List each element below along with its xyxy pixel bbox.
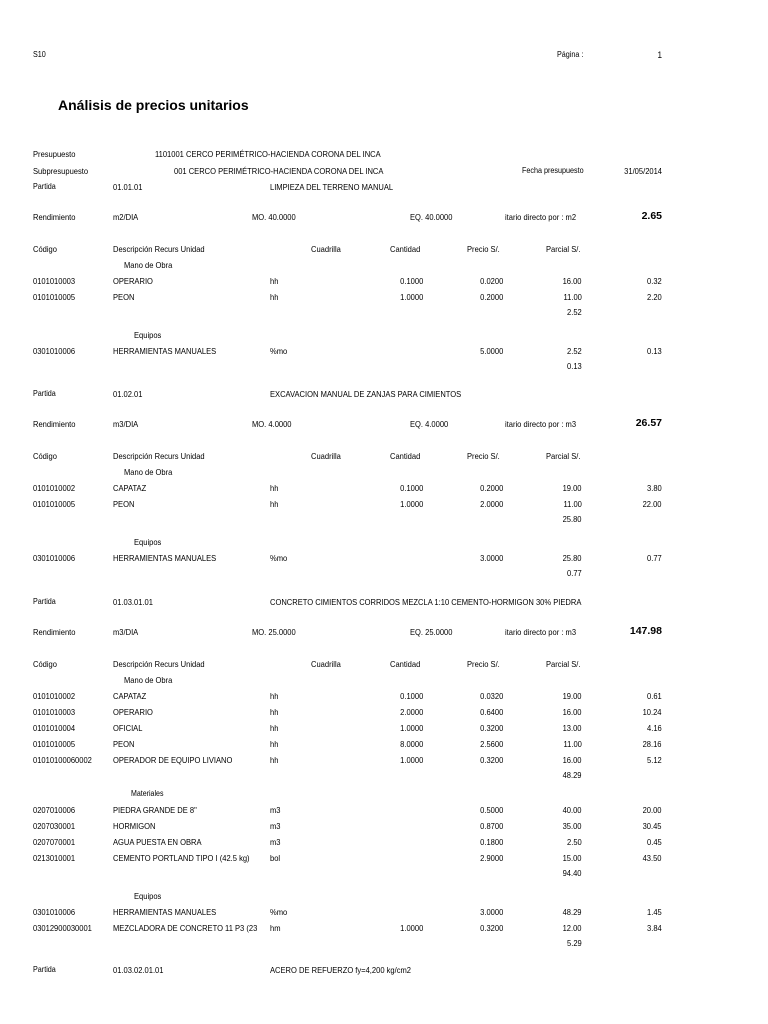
rendimiento-unit: m2/DIA <box>113 212 139 222</box>
mano-obra-row-precio: 11.00 <box>563 499 582 509</box>
mano-obra-row-desc: OPERARIO <box>113 276 153 286</box>
mano-obra-row-cantidad: 0.6400 <box>479 707 503 717</box>
rendimiento-label: Rendimiento <box>33 212 76 222</box>
col-precio: Precio S/. <box>467 659 500 669</box>
equipo-row-desc: MEZCLADORA DE CONCRETO 11 P3 (23 <box>113 923 258 933</box>
mano-obra-row-unit: hh <box>270 723 279 733</box>
mano-obra-row-desc: CAPATAZ <box>113 691 147 701</box>
mano-obra-row-precio: 13.00 <box>563 723 582 733</box>
material-row-precio: 40.00 <box>563 805 582 815</box>
costo-unitario: 2.65 <box>641 210 662 222</box>
mano-obra-row-code: 0101010002 <box>33 691 76 701</box>
mano-obra-row-unit: hh <box>270 707 279 717</box>
costo-unitario: 147.98 <box>629 625 662 637</box>
equipos-subtotal: 0.13 <box>567 361 582 371</box>
partida-name: CONCRETO CIMIENTOS CORRIDOS MEZCLA 1:10 CEMENTO-HORMIGON 30% PIEDRA <box>270 597 582 607</box>
mano-obra-row-cuadrilla: 0.1000 <box>399 691 423 701</box>
mano-obra-row-code: 0101010004 <box>33 723 76 733</box>
subpresupuesto-value: 001 CERCO PERIMÉTRICO-HACIENDA CORONA DEL INCA <box>174 166 384 176</box>
mano-obra-subtotal: 25.80 <box>563 514 582 524</box>
material-row-unit: m3 <box>270 821 281 831</box>
material-row-code: 0207070001 <box>33 837 76 847</box>
mano-obra-row-cantidad: 0.2000 <box>479 292 503 302</box>
equipo-row-precio: 12.00 <box>563 923 582 933</box>
mano-obra-row-cuadrilla: 0.1000 <box>399 483 423 493</box>
material-row-unit: m3 <box>270 837 281 847</box>
equipo-row-code: 0301010006 <box>33 346 76 356</box>
rendimiento-unit: m3/DIA <box>113 627 139 637</box>
col-descripcion: Descripción Recurs Unidad <box>113 451 205 461</box>
col-codigo: Código <box>33 451 57 461</box>
mano-obra-row-parcial: 2.20 <box>647 292 662 302</box>
page-number: 1 <box>657 50 662 60</box>
mano-obra-row-precio: 16.00 <box>563 276 582 286</box>
presupuesto-value: 1101001 CERCO PERIMÉTRICO-HACIENDA CORONA DEL INCA <box>155 149 381 159</box>
eq-value: EQ. 25.0000 <box>410 627 453 637</box>
mano-obra-row-code: 0101010005 <box>33 499 76 509</box>
col-parcial: Parcial S/. <box>546 659 581 669</box>
fecha-label: Fecha presupuesto <box>522 166 584 175</box>
mano-obra-row-parcial: 22.00 <box>643 499 662 509</box>
mano-obra-row-desc: PEON <box>113 499 135 509</box>
mano-obra-row-precio: 19.00 <box>563 483 582 493</box>
material-row-parcial: 43.50 <box>643 853 662 863</box>
mano-obra-row-parcial: 0.32 <box>647 276 662 286</box>
col-codigo: Código <box>33 244 57 254</box>
mo-value: MO. 40.0000 <box>252 212 296 222</box>
mano-obra-row-code: 0101010003 <box>33 707 76 717</box>
mano-obra-row-cantidad: 0.0200 <box>479 276 503 286</box>
col-cuadrilla: Cuadrilla <box>311 659 341 669</box>
col-precio: Precio S/. <box>467 451 500 461</box>
partida-code: 01.02.01 <box>113 389 143 399</box>
material-row-desc: HORMIGON <box>113 821 156 831</box>
material-row-cantidad: 0.5000 <box>479 805 503 815</box>
equipo-row-unit: %mo <box>270 346 288 356</box>
mano-obra-row-parcial: 3.80 <box>647 483 662 493</box>
equipo-row-cantidad: 5.0000 <box>479 346 503 356</box>
mano-obra-subtotal: 48.29 <box>563 770 582 780</box>
equipos-subtotal: 0.77 <box>567 568 582 578</box>
equipo-row-parcial: 0.77 <box>647 553 662 563</box>
partida-name: ACERO DE REFUERZO fy=4,200 kg/cm2 <box>270 965 412 975</box>
mano-obra-row-cantidad: 2.5600 <box>479 739 503 749</box>
equipos-heading: Equipos <box>134 891 162 901</box>
mo-value: MO. 25.0000 <box>252 627 296 637</box>
mano-obra-heading: Mano de Obra <box>124 467 173 477</box>
mano-obra-row-cantidad: 2.0000 <box>479 499 503 509</box>
material-row-desc: AGUA PUESTA EN OBRA <box>113 837 202 847</box>
mano-obra-row-unit: hh <box>270 499 279 509</box>
equipo-row-cantidad: 3.0000 <box>479 553 503 563</box>
partida-code: 01.01.01 <box>113 182 143 192</box>
partida-label: Partida <box>33 389 56 398</box>
mano-obra-subtotal: 2.52 <box>567 307 582 317</box>
mano-obra-heading: Mano de Obra <box>124 675 173 685</box>
material-row-cantidad: 0.8700 <box>479 821 503 831</box>
mano-obra-row-cuadrilla: 1.0000 <box>399 499 423 509</box>
costo-label: itario directo por : m3 <box>505 419 577 429</box>
eq-value: EQ. 4.0000 <box>410 419 449 429</box>
mano-obra-row-unit: hh <box>270 292 279 302</box>
equipo-row-code: 0301010006 <box>33 907 76 917</box>
material-row-unit: m3 <box>270 805 281 815</box>
partida-code: 01.03.01.01 <box>113 597 153 607</box>
mano-obra-row-code: 0101010002 <box>33 483 76 493</box>
mano-obra-row-desc: OPERADOR DE EQUIPO LIVIANO <box>113 755 233 765</box>
mano-obra-row-cantidad: 0.2000 <box>479 483 503 493</box>
col-cuadrilla: Cuadrilla <box>311 451 341 461</box>
mano-obra-row-cuadrilla: 8.0000 <box>399 739 423 749</box>
equipo-row-code: 0301010006 <box>33 553 76 563</box>
material-row-code: 0207010006 <box>33 805 76 815</box>
col-cantidad: Cantidad <box>390 244 421 254</box>
mano-obra-row-precio: 16.00 <box>563 755 582 765</box>
mano-obra-row-cantidad: 0.0320 <box>479 691 503 701</box>
mano-obra-row-code: 0101010003 <box>33 276 76 286</box>
col-descripcion: Descripción Recurs Unidad <box>113 244 205 254</box>
materiales-heading: Materiales <box>131 789 164 798</box>
equipo-row-precio: 25.80 <box>563 553 582 563</box>
materiales-subtotal: 94.40 <box>563 868 582 878</box>
fecha-value: 31/05/2014 <box>624 166 662 176</box>
equipo-row-cuadrilla: 1.0000 <box>399 923 423 933</box>
material-row-cantidad: 0.1800 <box>479 837 503 847</box>
equipo-row-unit: %mo <box>270 907 288 917</box>
col-parcial: Parcial S/. <box>546 244 581 254</box>
material-row-unit: bol <box>270 853 281 863</box>
mano-obra-row-precio: 19.00 <box>563 691 582 701</box>
material-row-precio: 2.50 <box>567 837 582 847</box>
costo-label: itario directo por : m3 <box>505 627 577 637</box>
material-row-code: 0207030001 <box>33 821 76 831</box>
mano-obra-row-desc: OFICIAL <box>113 723 143 733</box>
col-codigo: Código <box>33 659 57 669</box>
mano-obra-row-desc: PEON <box>113 292 135 302</box>
equipo-row-parcial: 0.13 <box>647 346 662 356</box>
material-row-precio: 15.00 <box>563 853 582 863</box>
mano-obra-row-code: 0101010005 <box>33 739 76 749</box>
mano-obra-row-unit: hh <box>270 483 279 493</box>
mano-obra-row-precio: 16.00 <box>563 707 582 717</box>
system-label: S10 <box>33 50 46 59</box>
subpresupuesto-label: Subpresupuesto <box>33 166 89 176</box>
mano-obra-row-cuadrilla: 1.0000 <box>399 292 423 302</box>
equipos-heading: Equipos <box>134 537 162 547</box>
equipo-row-cantidad: 3.0000 <box>479 907 503 917</box>
eq-value: EQ. 40.0000 <box>410 212 453 222</box>
page-title: Análisis de precios unitarios <box>58 97 249 113</box>
equipos-subtotal: 5.29 <box>567 938 582 948</box>
mano-obra-row-precio: 11.00 <box>563 739 582 749</box>
col-precio: Precio S/. <box>467 244 500 254</box>
partida-name: LIMPIEZA DEL TERRENO MANUAL <box>270 182 394 192</box>
equipo-row-unit: hm <box>270 923 281 933</box>
mano-obra-row-unit: hh <box>270 755 279 765</box>
col-cantidad: Cantidad <box>390 659 421 669</box>
material-row-cantidad: 2.9000 <box>479 853 503 863</box>
mano-obra-row-unit: hh <box>270 276 279 286</box>
costo-label: itario directo por : m2 <box>505 212 577 222</box>
rendimiento-label: Rendimiento <box>33 627 76 637</box>
partida-code: 01.03.02.01.01 <box>113 965 164 975</box>
costo-unitario: 26.57 <box>635 417 662 429</box>
mano-obra-row-code: 0101010005 <box>33 292 76 302</box>
mano-obra-row-parcial: 4.16 <box>647 723 662 733</box>
mano-obra-row-parcial: 10.24 <box>643 707 662 717</box>
mano-obra-row-desc: PEON <box>113 739 135 749</box>
partida-label: Partida <box>33 182 56 191</box>
material-row-desc: CEMENTO PORTLAND TIPO I (42.5 kg) <box>113 853 250 863</box>
equipo-row-desc: HERRAMIENTAS MANUALES <box>113 907 217 917</box>
page-label: Página : <box>557 50 584 59</box>
equipo-row-parcial: 3.84 <box>647 923 662 933</box>
equipo-row-unit: %mo <box>270 553 288 563</box>
rendimiento-unit: m3/DIA <box>113 419 139 429</box>
col-cantidad: Cantidad <box>390 451 421 461</box>
material-row-desc: PIEDRA GRANDE DE 8" <box>113 805 197 815</box>
equipo-row-parcial: 1.45 <box>647 907 662 917</box>
mano-obra-row-parcial: 0.61 <box>647 691 662 701</box>
equipo-row-desc: HERRAMIENTAS MANUALES <box>113 553 217 563</box>
mano-obra-row-precio: 11.00 <box>563 292 582 302</box>
mano-obra-row-parcial: 28.16 <box>643 739 662 749</box>
material-row-parcial: 30.45 <box>643 821 662 831</box>
mano-obra-row-cuadrilla: 1.0000 <box>399 723 423 733</box>
mano-obra-row-cuadrilla: 0.1000 <box>399 276 423 286</box>
equipo-row-code: 03012900030001 <box>33 923 92 933</box>
col-parcial: Parcial S/. <box>546 451 581 461</box>
col-cuadrilla: Cuadrilla <box>311 244 341 254</box>
mano-obra-row-cuadrilla: 2.0000 <box>399 707 423 717</box>
mo-value: MO. 4.0000 <box>252 419 292 429</box>
mano-obra-row-unit: hh <box>270 739 279 749</box>
mano-obra-row-cantidad: 0.3200 <box>479 723 503 733</box>
equipo-row-precio: 2.52 <box>567 346 582 356</box>
mano-obra-row-unit: hh <box>270 691 279 701</box>
partida-name: EXCAVACION MANUAL DE ZANJAS PARA CIMIENTOS <box>270 389 462 399</box>
material-row-parcial: 0.45 <box>647 837 662 847</box>
equipos-heading: Equipos <box>134 330 162 340</box>
mano-obra-row-parcial: 5.12 <box>647 755 662 765</box>
mano-obra-heading: Mano de Obra <box>124 260 173 270</box>
rendimiento-label: Rendimiento <box>33 419 76 429</box>
mano-obra-row-cantidad: 0.3200 <box>479 755 503 765</box>
presupuesto-label: Presupuesto <box>33 149 76 159</box>
equipo-row-desc: HERRAMIENTAS MANUALES <box>113 346 217 356</box>
partida-label: Partida <box>33 597 56 606</box>
mano-obra-row-desc: OPERARIO <box>113 707 153 717</box>
mano-obra-row-cuadrilla: 1.0000 <box>399 755 423 765</box>
mano-obra-row-code: 01010100060002 <box>33 755 92 765</box>
equipo-row-cantidad: 0.3200 <box>479 923 503 933</box>
material-row-parcial: 20.00 <box>643 805 662 815</box>
material-row-code: 0213010001 <box>33 853 76 863</box>
partida-label: Partida <box>33 965 56 974</box>
mano-obra-row-desc: CAPATAZ <box>113 483 147 493</box>
col-descripcion: Descripción Recurs Unidad <box>113 659 205 669</box>
material-row-precio: 35.00 <box>563 821 582 831</box>
equipo-row-precio: 48.29 <box>563 907 582 917</box>
